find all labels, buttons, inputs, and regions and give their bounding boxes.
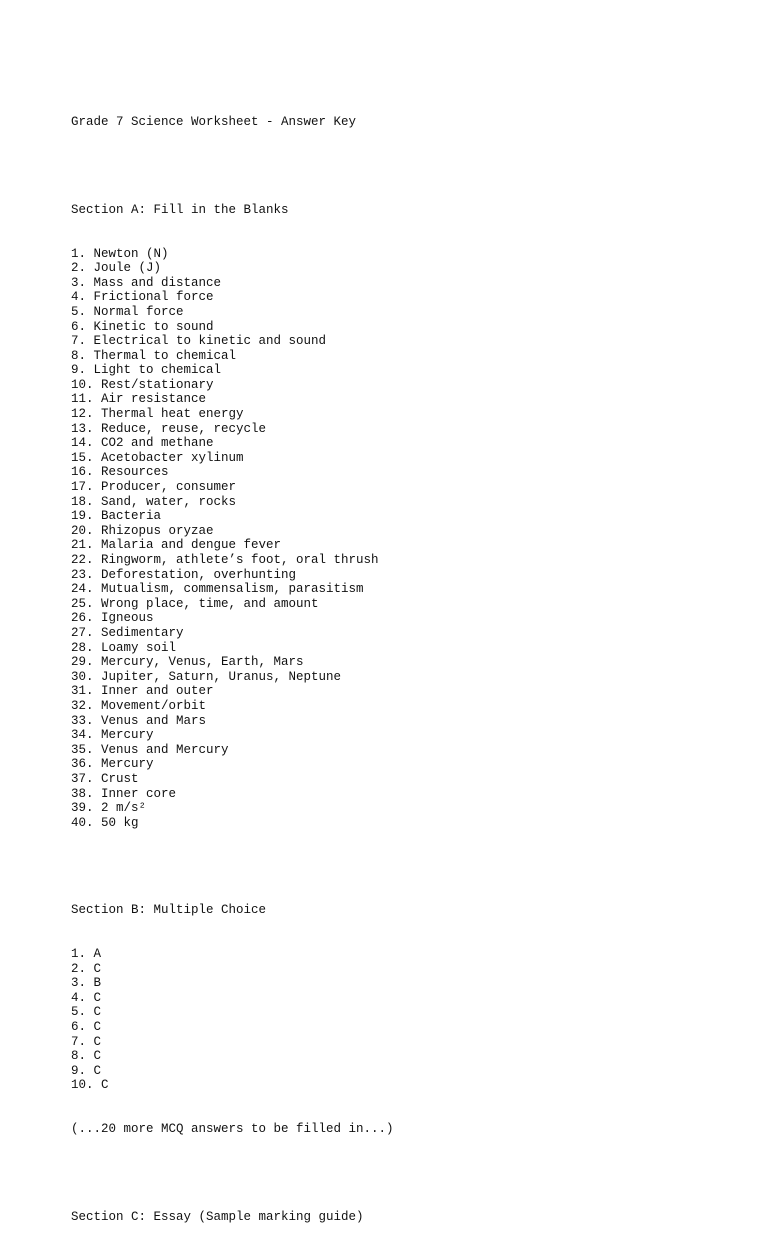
answer-item: 29. Mercury, Venus, Earth, Mars [71,655,304,670]
answer-item: 27. Sedimentary [71,625,184,640]
answer-item: 23. Deforestation, overhunting [71,567,297,582]
answer-item: 39. 2 m/s² [71,801,147,816]
answer-item: 32. Movement/orbit [71,698,207,713]
answer-item: 22. Ringworm, athlete’s foot, oral thrush [71,553,379,567]
answer-item: 7. C [71,1034,102,1049]
answer-item: 10. C [71,1078,109,1093]
answer-item: 2. C [71,961,102,976]
answer-item: 38. Inner core [71,786,177,801]
answer-item: 15. Acetobacter xylinum [71,450,244,465]
answer-item: 14. CO2 and methane [71,436,214,451]
answer-item: 26. Igneous [71,611,154,626]
answer-item: 21. Malaria and dengue fever [71,538,282,553]
section-b-heading: Section B: Multiple Choice [71,903,267,918]
spacer [71,159,394,174]
answer-item: 4. C [71,990,102,1005]
answer-item: 40. 50 kg [71,815,139,830]
answer-item: 34. Mercury [71,728,154,743]
section-b-note: (...20 more MCQ answers to be filled in...) [71,1122,394,1137]
section-b-list [71,947,394,1093]
spacer [71,859,394,874]
answer-item: 19. Bacteria [71,509,162,524]
answer-item: 1. Newton (N) [71,246,169,261]
answer-item: 6. C [71,1020,102,1034]
answer-item: 35. Venus and Mercury [71,742,229,757]
answer-item: 24. Mutualism, commensalism, parasitism [71,582,364,597]
answer-item: 20. Rhizopus oryzae [71,523,214,538]
answer-item: 25. Wrong place, time, and amount [71,596,319,611]
answer-item: 12. Thermal heat energy [71,407,244,422]
answer-item: 33. Venus and Mars [71,713,207,728]
answer-item: 18. Sand, water, rocks [71,494,237,509]
answer-item: 30. Jupiter, Saturn, Uranus, Neptune [71,669,342,684]
answer-item: 28. Loamy soil [71,640,177,655]
answer-item: 16. Resources [71,465,169,480]
answer-item: 4. Frictional force [71,290,214,305]
answer-key-document [71,86,394,1239]
answer-item: 1. A [71,947,102,962]
section-a-heading: Section A: Fill in the Blanks [71,202,289,217]
answer-item: 8. Thermal to chemical [71,348,237,363]
answer-item: 37. Crust [71,771,139,786]
answer-item: 5. C [71,1005,102,1020]
document-title: Grade 7 Science Worksheet - Answer Key [71,115,357,130]
answer-item: 9. C [71,1063,102,1078]
answer-item: 2. Joule (J) [71,261,162,276]
answer-item: 6. Kinetic to sound [71,319,214,334]
answer-item: 9. Light to chemical [71,363,222,378]
answer-item: 36. Mercury [71,757,154,772]
answer-item: 11. Air resistance [71,392,207,407]
answer-item: 3. Mass and distance [71,275,222,290]
answer-item: 7. Electrical to kinetic and sound [71,334,327,349]
answer-item: 5. Normal force [71,304,184,319]
section-c-heading: Section C: Essay (Sample marking guide) [71,1209,364,1224]
answer-item: 3. B [71,976,102,991]
answer-item: 8. C [71,1049,102,1064]
spacer [71,1166,394,1181]
answer-item: 31. Inner and outer [71,684,214,699]
answer-item: 13. Reduce, reuse, recycle [71,421,267,436]
answer-item: 10. Rest/stationary [71,377,214,392]
section-a-list [71,247,394,831]
answer-item: 17. Producer, consumer [71,480,237,495]
